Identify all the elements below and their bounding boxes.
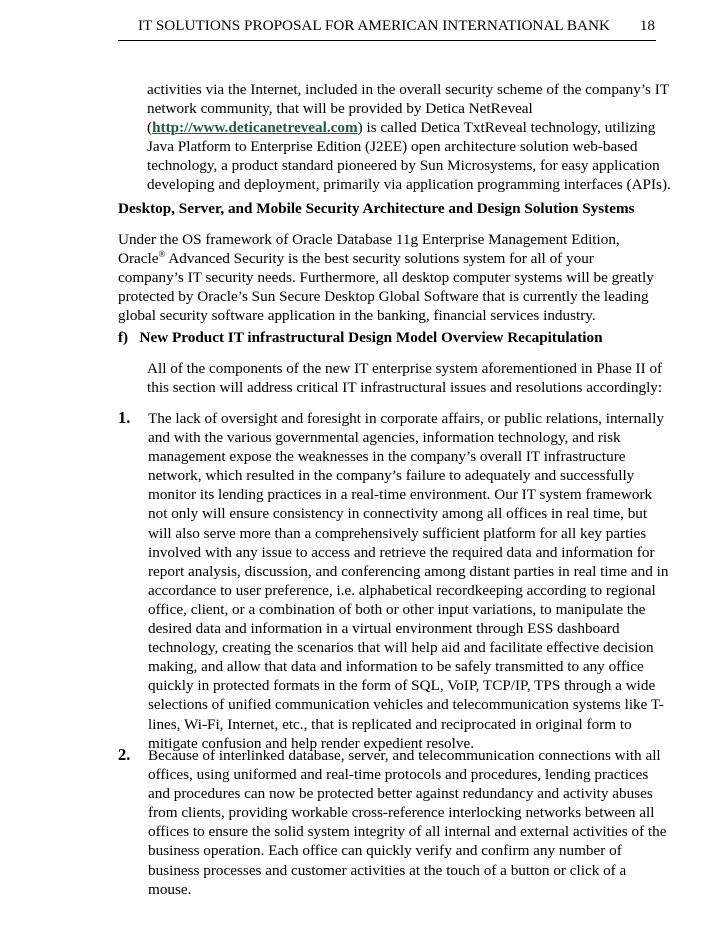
text-line: involved with any issue to access and retrieve the required data and information for <box>148 543 655 561</box>
text-line: not only will ensure consistency in connectivity among all offices in real time, but <box>148 505 648 523</box>
text-line: and procedures can now be protected better against redundancy and activity abuses <box>148 785 653 803</box>
text-line: developing and deployment, primarily via application programming interfaces (APIs). <box>147 176 671 194</box>
text-line: will also serve more than a comprehensively sufficient platform for all key parties <box>148 524 647 542</box>
text-line: office, client, or a combination of both or other input variations, to manipulate the <box>148 600 646 618</box>
header-rule <box>118 40 656 41</box>
list-item-1 <box>148 409 668 753</box>
text-line: lines, Wi-Fi, Internet, etc., that is replicated and reciprocated in original form to <box>148 715 632 733</box>
text-line <box>147 118 671 137</box>
section-heading-desktop <box>118 199 635 218</box>
text-line: selections of unified communication vehicles and telecommunication systems like T- <box>148 696 664 714</box>
paren-open: ( <box>147 119 153 137</box>
text-line: activities via the Internet, included in the overall security scheme of the company’s IT <box>147 81 670 98</box>
text-line: global security software application in the banking, financial services industry. <box>118 307 596 325</box>
page-header <box>138 16 655 36</box>
text-line: offices to ensure the solid system integrity of all internal and external activities of the <box>148 823 667 841</box>
text-line: from clients, providing workable cross-reference interlocking networks between all <box>148 804 655 822</box>
text-line: technology, a product standard pioneered by Sun Microsystems, for easy application <box>147 157 660 175</box>
text-line: business processes and customer activities at the touch of a button or click of a <box>148 861 627 879</box>
heading-text: f) New Product IT infrastructural Design Model Overview Recapitulation <box>118 329 603 346</box>
text-line: Because of interlinked database, server, and telecommunication connections with all <box>148 747 661 764</box>
link-trailing-text: ) is called Detica TxtReveal technology, utilizing <box>357 119 656 137</box>
intro-paragraph <box>147 80 671 195</box>
text-line: The lack of oversight and foresight in corporate affairs, or public relations, internally <box>148 410 664 427</box>
text-line: report analysis, discussion, and conferencing among distant parties in real time and in <box>148 562 669 580</box>
oracle-word: Oracle <box>118 250 159 268</box>
text-line: network, which resulted in the company’s failure to adequately and successfully <box>148 467 635 485</box>
text-line: and with the various governmental agencies, information technology, and risk <box>148 429 621 447</box>
text-line <box>118 249 654 268</box>
page-number: 18 <box>639 17 655 34</box>
section-f-paragraph <box>147 359 662 397</box>
text-line: accordance to user preference, i.e. alphabetical recordkeeping according to regional <box>148 581 656 599</box>
desktop-paragraph <box>118 230 654 325</box>
text-line: Java Platform to Enterprise Edition (J2EE) open architecture solution web-based <box>147 138 638 156</box>
section-heading-f <box>118 328 603 347</box>
text-line: company’s IT security needs. Furthermore, all desktop computer systems will be greatly <box>118 269 654 287</box>
text-line: management expose the weaknesses in the company’s overall IT infrastructure <box>148 448 626 466</box>
text-line: making, and allow that data and information to be safely transmitted to any office <box>148 658 644 676</box>
oracle-line-rest: Advanced Security is the best security solutions system for all of your <box>165 250 594 268</box>
list-item-2 <box>148 746 666 899</box>
header-title: IT SOLUTIONS PROPOSAL FOR AMERICAN INTERNATIONAL BANK <box>138 17 610 34</box>
text-line: All of the components of the new IT enterprise system aforementioned in Phase II of <box>147 360 663 377</box>
detica-link[interactable]: http://www.deticanetreveal.com <box>152 119 358 137</box>
heading-text: Desktop, Server, and Mobile Security Architecture and Design Solution Systems <box>118 200 635 217</box>
text-line: mouse. <box>148 880 192 898</box>
registered-mark: ® <box>158 249 166 260</box>
list-number-2: 2. <box>118 745 131 764</box>
list-number-1: 1. <box>118 408 131 427</box>
text-line: Under the OS framework of Oracle Database 11g Enterprise Management Edition, <box>118 231 620 248</box>
text-line: protected by Oracle’s Sun Secure Desktop Global Software that is currently the leading <box>118 288 649 306</box>
text-line: monitor its lending practices in a real-time environment. Our IT system framework <box>148 486 653 504</box>
text-line: this section will address critical IT infrastructural issues and resolutions accordingly: <box>147 379 663 397</box>
text-line: desired data and information in a virtual environment through ESS dashboard <box>148 620 620 638</box>
text-line: technology, creating the scenarios that will help aid and facilitate effective decision <box>148 639 654 657</box>
text-line: business operation. Each office can quickly verify and confirm any number of <box>148 842 622 860</box>
text-line: quickly in protected formats in the form of SQL, VoIP, TCP/IP, TPS through a wide <box>148 677 656 695</box>
text-line: mitigate confusion and help render expedient resolve. <box>148 734 474 752</box>
text-line: network community, that will be provided by Detica NetReveal <box>147 100 533 118</box>
text-line: offices, using uniformed and real-time protocols and procedures, lending practices <box>148 766 649 784</box>
